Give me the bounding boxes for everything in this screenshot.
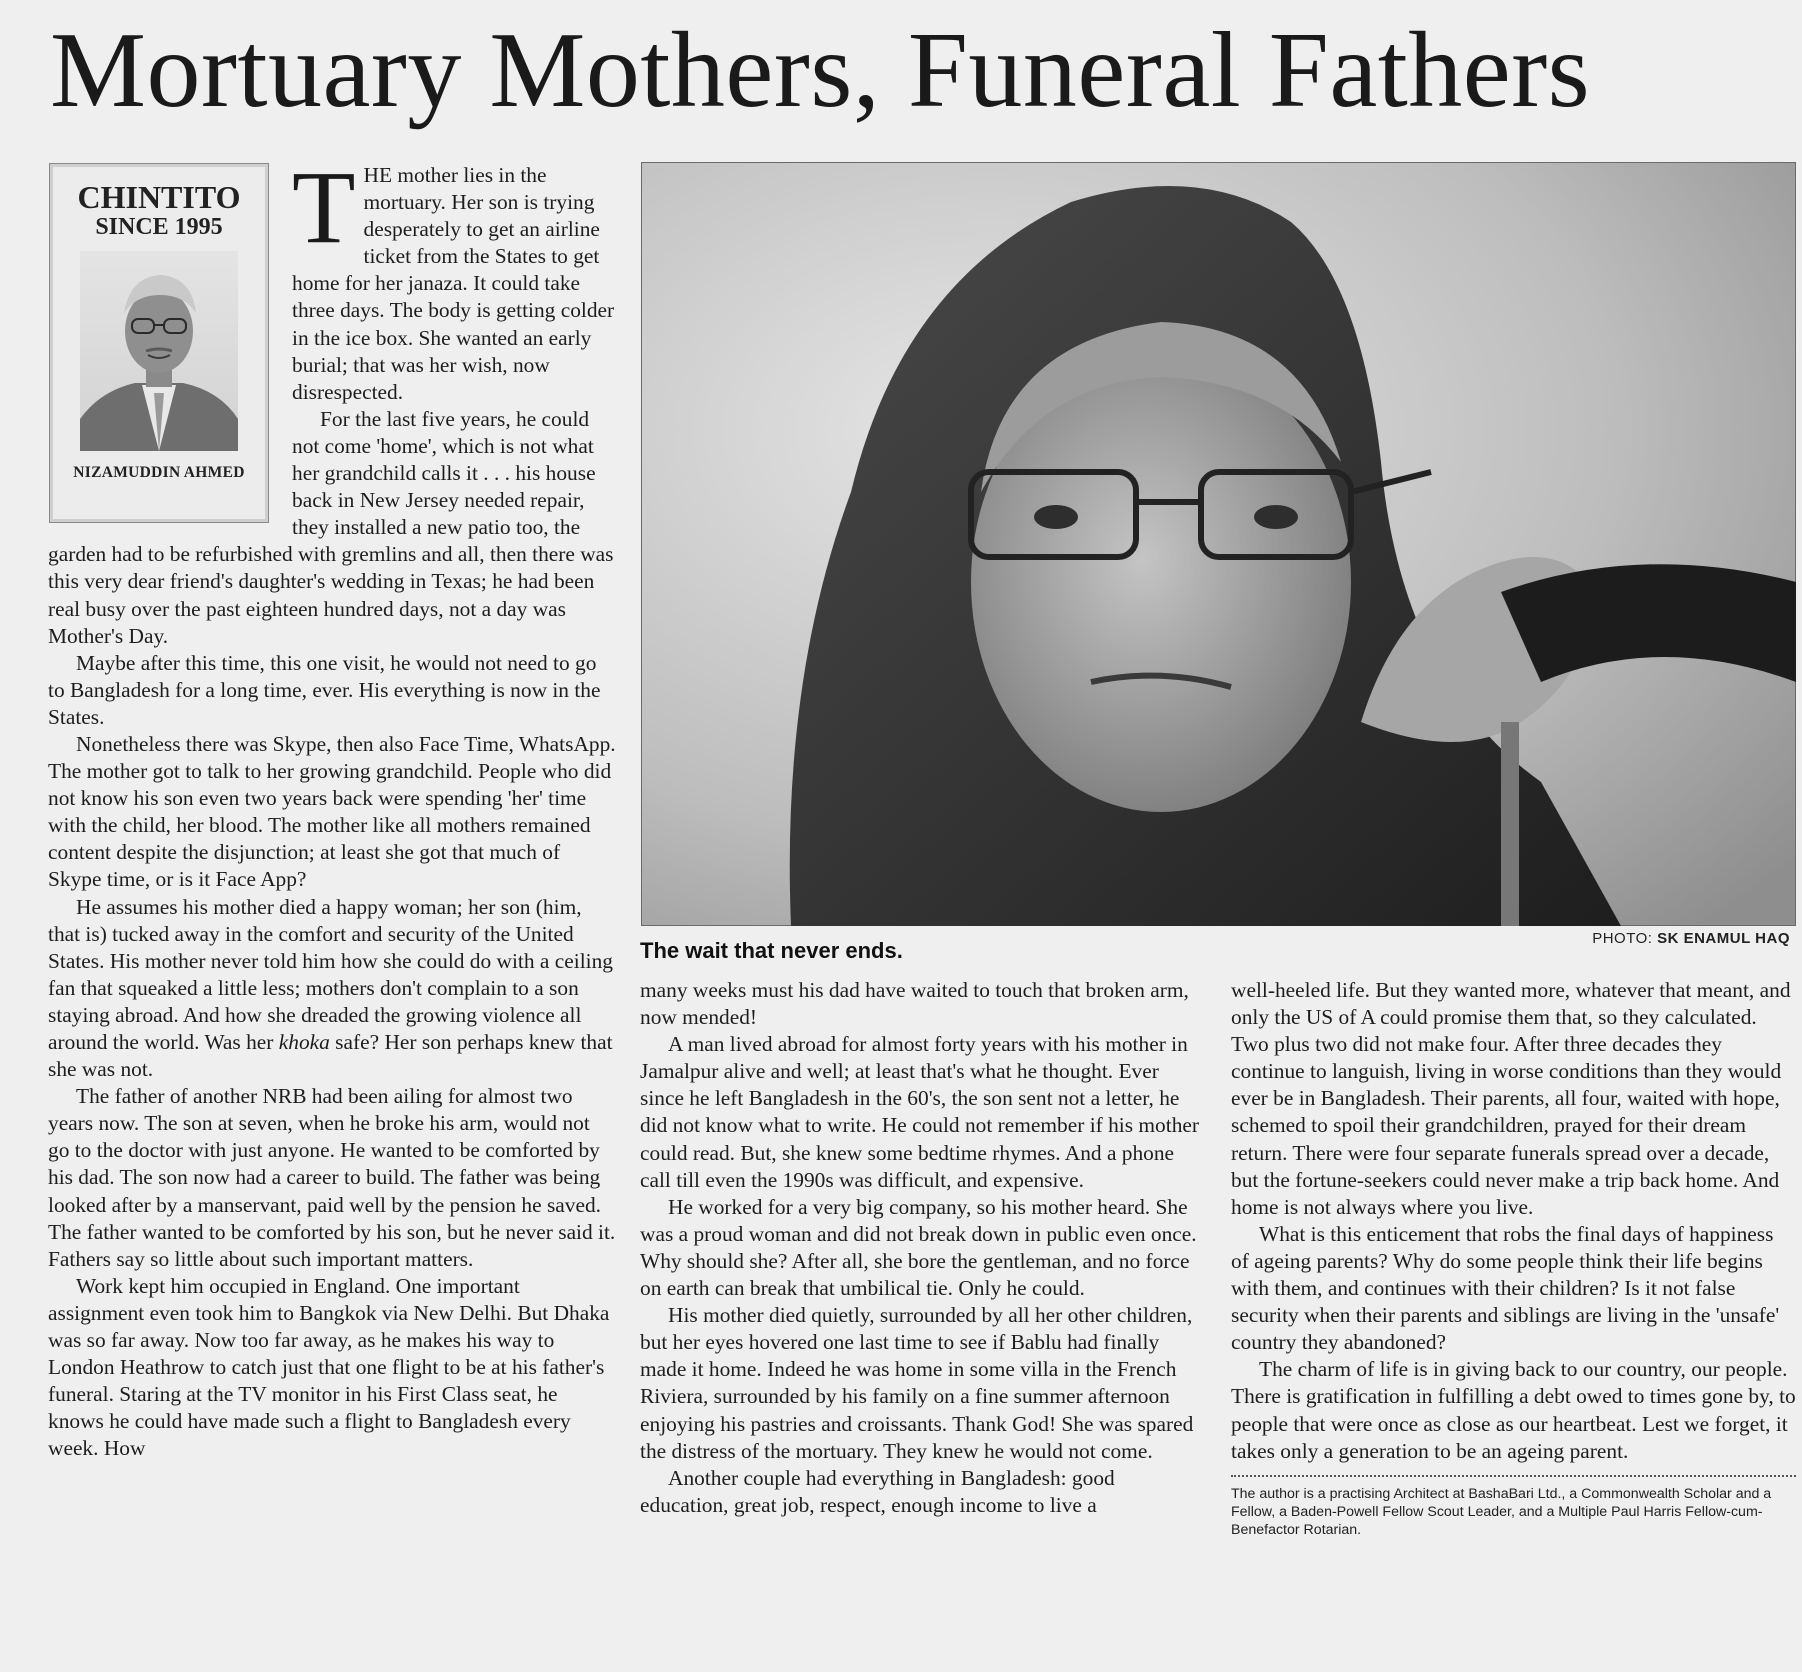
paragraph: Work kept him occupied in England. One important assignment even took him to Bangkok via New Delhi. But Dhaka was so far away. Now too far away, as he makes his way to London Heathrow to catch just that one flight to be at his father's funeral. Staring at the TV monitor in his First Class seat, he knows he could have made such a flight to Bangladesh every week. How (48, 1273, 610, 1461)
credit-name: SK ENAMUL HAQ (1657, 930, 1790, 947)
paragraph: A man lived abroad for almost forty years with his mother in Jamalpur alive and well; at least that's what he thought. Ever since he left Bangladesh in the 60's, the son sent not a letter, he did not know what to write. He could not remember if his mother could read. But, she knew some bedtime rhymes. And a phone call till even the 1990s was difficult, and expensive. (640, 1032, 1200, 1192)
paragraph: He worked for a very big company, so his mother heard. She was a proud woman and did not break down in public even once. Why should she? After all, she bore the gentleman, and no force on earth can break that umbilical tie. Only he could. (640, 1194, 1197, 1301)
paragraph-text: safe? Her son perhaps knew that she was not. (48, 1030, 613, 1082)
article-column-3 (1231, 977, 1796, 1539)
author-note: The author is a practising Architect at BashaBari Ltd., a Commonwealth Scholar and a Fellow, a Baden-Powell Fellow Scout Leader, and a Multiple Paul Harris Fellow-cum-Benefactor Rotarian. (1231, 1475, 1796, 1539)
column-name: CHINTITO (77, 179, 241, 215)
author-portrait (80, 251, 238, 451)
paragraph: For the last five years, he could not come 'home', which is not what her grandchild calls it . . . his house back in New Jersey needed repair, they installed a new patio too, the garden had to be refurbished with gremlins and all, then there was this very dear friend's daughter's wedding in Texas; he had been real busy over the past eighteen hundred days, not a day was Mother's Day. (48, 406, 614, 648)
photo-caption: The wait that never ends. (640, 938, 903, 963)
credit-label: PHOTO: (1592, 930, 1653, 947)
paragraph: HE mother lies in the mortuary. Her son is trying desperately to get an airline ticket from the States to get home for her janaza. It could take three days. The body is getting colder in the ice box. She wanted an early burial; that was her wish, now disrespected. (292, 163, 615, 404)
author-name: NIZAMUDDIN AHMED (73, 464, 245, 481)
italic-term: khoka (278, 1030, 330, 1054)
paragraph: The charm of life is in giving back to our country, our people. There is gratification in fulfilling a debt owed to times gone by, to people that were once as close as our heartbeat. Lest we forget, it takes only a generation to be an ageing parent. (1231, 1357, 1796, 1463)
drop-cap: T (292, 150, 356, 265)
paragraph: What is this enticement that robs the final days of happiness of ageing parents? Why do some people think their life begins with them, and continues with their children? Is it not false security when their parents and siblings are living in the 'unsafe' country they abandoned? (1231, 1221, 1780, 1355)
article-column-1 (48, 150, 616, 1463)
column-since: SINCE 1995 (95, 214, 223, 240)
headline: Mortuary Mothers, Funeral Fathers (50, 11, 1591, 130)
photo-credit (1592, 930, 1790, 947)
paragraph: His mother died quietly, surrounded by all her other children, but her eyes hovered one last time to see if Bablu had finally made it home. Indeed he was home in some villa in the French Riviera, surrounded by his family on a fine summer afternoon enjoying his pastries and croissants. Thank God! She was spared the distress of the mortuary. They knew he would not come. (640, 1303, 1194, 1463)
paragraph: The father of another NRB had been ailing for almost two years now. The son at seven, when he broke his arm, would not go to the doctor with just anyone. He wanted to be comforted by his dad. The son now had a career to build. The father was being looked after by a manservant, paid well by the pension he saved. The father wanted to be comforted by his son, but he never said it. Fathers say so little about such important matters. (48, 1084, 616, 1271)
article-photo (641, 162, 1796, 926)
paragraph: Maybe after this time, this one visit, he would not need to go to Bangladesh for a long time, ever. His everything is now in the States. (48, 650, 601, 729)
byline-box (50, 164, 268, 522)
paragraph: Another couple had everything in Bangladesh: good education, great job, respect, enough income to live a (640, 1465, 1115, 1517)
paragraph: many weeks must his dad have waited to touch that broken arm, now mended! (640, 978, 1189, 1030)
paragraph: well-heeled life. But they wanted more, whatever that meant, and only the US of A could promise them that, so they calculated. Two plus two did not make four. After three decades they continue to languish, living in worse conditions than they would ever be in Bangladesh. Their parents, all four, waited with hope, schemed to spoil their grandchildren, prayed for their dream return. There were four separate funerals spread over a decade, but the fortune-seekers could never make a trip back home. And home is not always where you live. (1231, 978, 1791, 1219)
article-column-2 (640, 977, 1206, 1519)
paragraph: Nonetheless there was Skype, then also Face Time, WhatsApp. The mother got to talk to her growing grandchild. People who did not know his son even two years back were spending 'her' time with the child, her blood. The mother like all mothers remained content despite the disjunction; at least she got that much of Skype time, or is it Face App? (48, 731, 616, 892)
paragraph-text: He assumes his mother died a happy woman; her son (him, that is) tucked away in the comfort and security of the United States. His mother never told him how she could do with a ceiling fan that squeaked a little less; mothers don't complain to a son staying abroad. And how she dreaded the growing violence all around the world. Was her (48, 894, 613, 1054)
paragraph (48, 894, 616, 1084)
